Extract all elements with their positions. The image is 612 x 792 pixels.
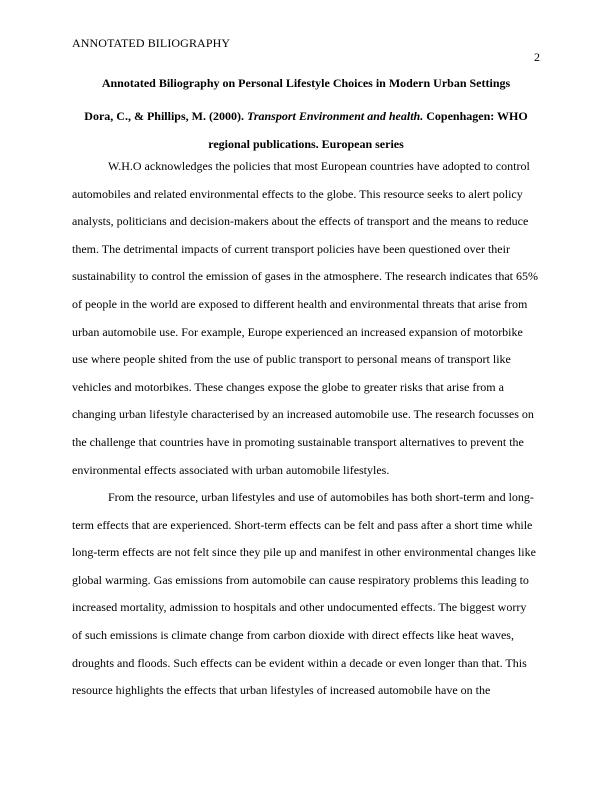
document-title: Annotated Biliography on Personal Lifestyle Choices in Modern Urban Settings	[101, 76, 511, 90]
paragraph-line: changing urban lifestyle characterised by an increased automobile use. The research focusses on	[72, 407, 534, 422]
paragraph-line: long-term effects are not felt since they pile up and manifest in other environmental changes like	[72, 545, 536, 560]
paragraph-line: use where people shited from the use of public transport to personal means of transport like	[72, 352, 511, 367]
paragraph-line: vehicles and motorbikes. These changes expose the globe to greater risks that arise from a	[72, 379, 504, 394]
paragraph-line: automobiles and related environmental effects to the globe. This resource seeks to alert policy	[72, 186, 523, 201]
paragraph-line: urban automobile use. For example, Europe experienced an increased expansion of motorbike	[72, 324, 523, 339]
page-number: 2	[534, 50, 540, 64]
paragraph-line: global warming. Gas emissions from automobile can cause respiratory problems this leading to	[72, 572, 529, 587]
annotation-paragraph-1	[72, 153, 542, 484]
paragraph-line: environmental effects associated with urban automobile lifestyles.	[72, 462, 390, 477]
running-head: ANNOTATED BILIOGRAPHY	[72, 36, 231, 50]
paragraph-line: the challenge that countries have in promoting sustainable transport alternatives to prevent the	[72, 434, 524, 449]
citation-work-title: Transport Environment and health.	[246, 109, 424, 123]
citation-publisher-series: regional publications. European series	[208, 136, 404, 151]
paragraph-line: sustainability to control the emission of gases in the atmosphere. The research indicates that 65%	[72, 269, 538, 284]
paragraph-line: resource highlights the effects that urban lifestyles of increased automobile have on the	[72, 683, 491, 698]
paragraph-line: droughts and floods. Such effects can be evident within a decade or even longer than that. This	[72, 655, 527, 670]
citation	[72, 103, 540, 158]
paragraph-line: of such emissions is climate change from carbon dioxide with direct effects like heat waves,	[72, 627, 514, 642]
paragraph-line: them. The detrimental impacts of current transport policies have been questioned over their	[72, 241, 510, 256]
paragraph-line: From the resource, urban lifestyles and use of automobiles has both short-term and long-	[108, 490, 534, 504]
paragraph-line: W.H.O acknowledges the policies that most European countries have adopted to control	[108, 159, 530, 173]
paragraph-line: analysts, politicians and decision-makers about the effects of transport and the means to reduce	[72, 214, 529, 229]
paragraph-line: of people in the world are exposed to different health and environmental threats that arise from	[72, 296, 528, 311]
paragraph-line: term effects that are experienced. Short-term effects can be felt and pass after a short time while	[72, 517, 533, 532]
citation-authors-year: Dora, C., & Phillips, M. (2000).	[84, 109, 244, 123]
citation-publisher: Copenhagen: WHO	[426, 109, 528, 123]
annotation-paragraph-2	[72, 484, 542, 705]
paragraph-line: increased mortality, admission to hospitals and other undocumented effects. The biggest worry	[72, 600, 527, 615]
